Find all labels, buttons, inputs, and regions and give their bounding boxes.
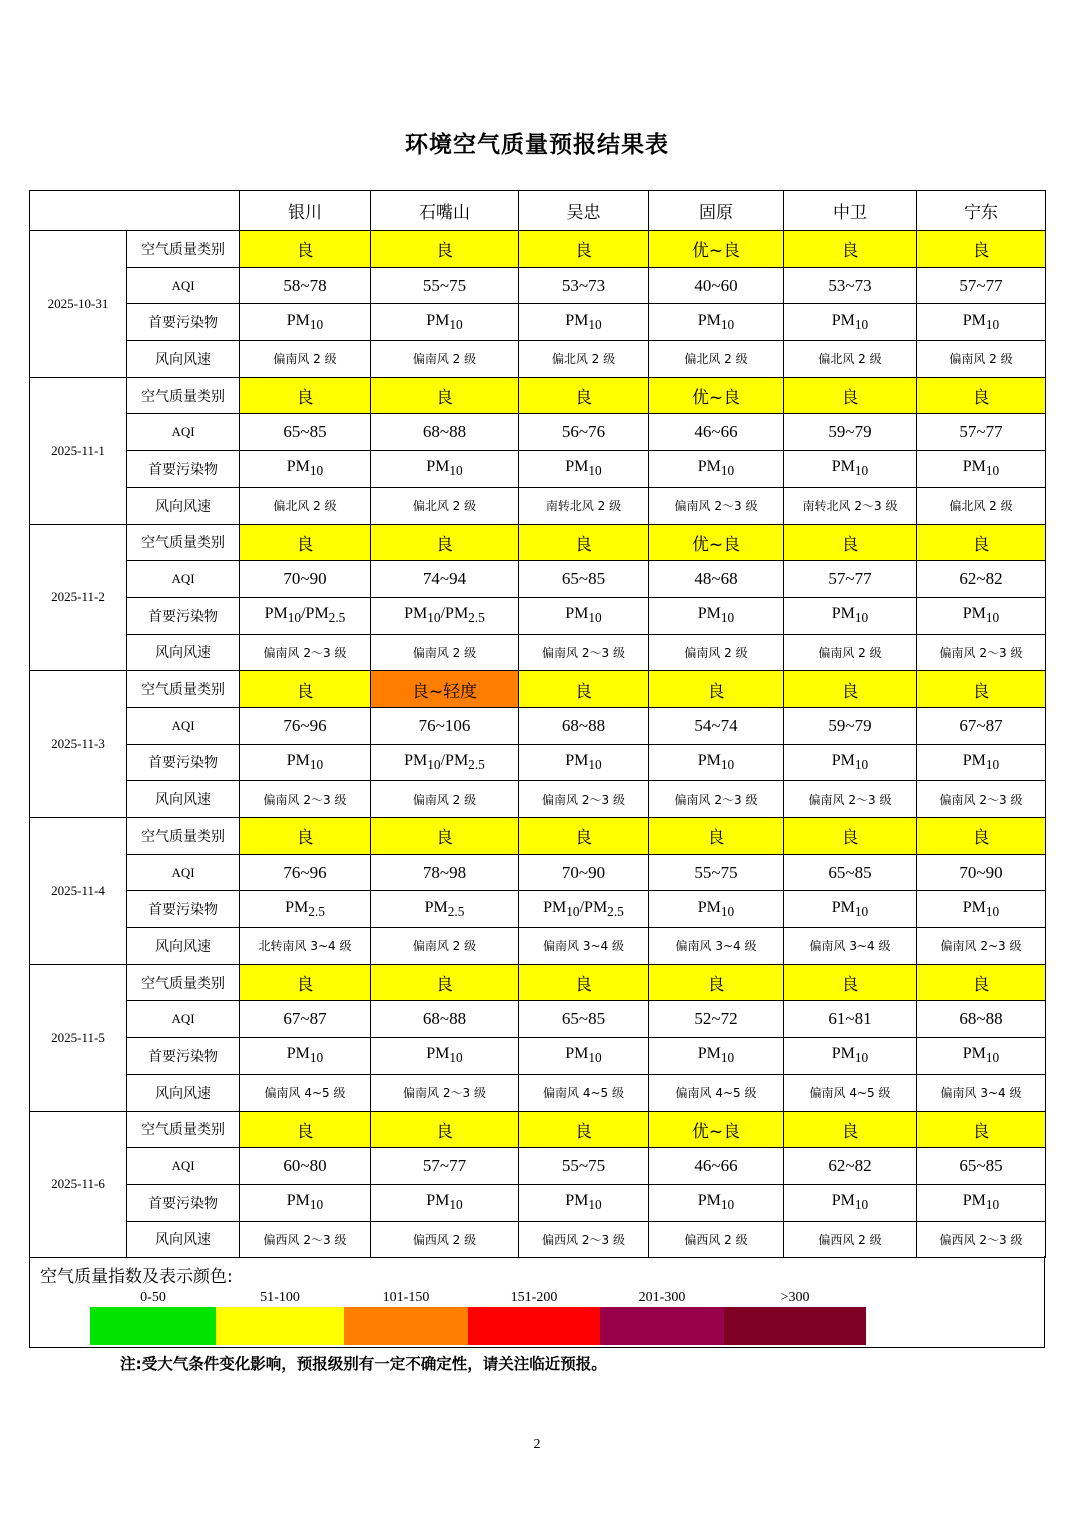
row-aqi [30, 267, 1046, 304]
row-label-wind: 风向风速 [127, 1074, 240, 1111]
pollutant-cell: $PM_{10}$ [917, 597, 1046, 634]
category-cell: 良 [519, 377, 649, 414]
pollutant-cell: $PM_{10}/PM_{2.5}$ [240, 597, 371, 634]
aqi-cell: 68~88 [371, 414, 519, 451]
wind-cell: 南转北风 2 级 [519, 487, 649, 524]
wind-cell: 偏西风 2 级 [371, 1221, 519, 1258]
row-label-aqi: AQI [127, 1148, 240, 1185]
legend-range-label: 101-150 [382, 1290, 430, 1305]
row-category [30, 964, 1046, 1001]
category-cell: 良 [240, 524, 371, 561]
pollutant-cell: $PM_{10}$ [649, 304, 784, 341]
aqi-cell: 54~74 [649, 707, 784, 744]
header-corner [30, 191, 240, 231]
pollutant-cell: $PM_{10}$ [240, 744, 371, 781]
row-label-pollutant: 首要污染物 [127, 1184, 240, 1221]
wind-cell: 偏北风 2 级 [240, 487, 371, 524]
category-cell: 良 [240, 231, 371, 268]
row-label-category: 空气质量类别 [127, 671, 240, 708]
aqi-cell: 56~76 [519, 414, 649, 451]
row-label-pollutant: 首要污染物 [127, 304, 240, 341]
wind-cell: 偏西风 2～3 级 [917, 1221, 1046, 1258]
pollutant-cell: $PM_{10}$ [371, 1038, 519, 1075]
legend-color-swatch [468, 1307, 600, 1345]
legend-color-swatch [600, 1307, 724, 1345]
category-cell: 良 [371, 964, 519, 1001]
category-cell: 良 [784, 671, 917, 708]
pollutant-cell: $PM_{10}$ [649, 891, 784, 928]
category-cell: 良 [784, 964, 917, 1001]
wind-cell: 偏西风 2 级 [784, 1221, 917, 1258]
aqi-cell: 68~88 [917, 1001, 1046, 1038]
legend-range-label: 0-50 [140, 1290, 166, 1305]
category-cell: 良 [917, 231, 1046, 268]
wind-cell: 偏南风 2~3 级 [917, 928, 1046, 965]
row-wind [30, 1074, 1046, 1111]
row-pollutant [30, 1038, 1046, 1075]
aqi-color-legend [29, 1256, 1045, 1348]
wind-cell: 偏南风 2～3 级 [917, 634, 1046, 671]
row-label-wind: 风向风速 [127, 781, 240, 818]
category-cell: 优~良 [649, 1111, 784, 1148]
row-label-category: 空气质量类别 [127, 818, 240, 855]
row-category [30, 1111, 1046, 1148]
aqi-cell: 65~85 [519, 1001, 649, 1038]
wind-cell: 偏南风 3~4 级 [519, 928, 649, 965]
category-cell: 良 [240, 377, 371, 414]
row-label-category: 空气质量类别 [127, 1111, 240, 1148]
row-label-aqi: AQI [127, 707, 240, 744]
pollutant-cell: $PM_{2.5}$ [371, 891, 519, 928]
category-cell: 良 [917, 377, 1046, 414]
aqi-cell: 74~94 [371, 561, 519, 598]
wind-cell: 偏北风 2 级 [649, 341, 784, 378]
pollutant-cell: $PM_{2.5}$ [240, 891, 371, 928]
city-header: 石嘴山 [371, 191, 519, 231]
category-cell: 良 [784, 1111, 917, 1148]
pollutant-cell: $PM_{10}$ [784, 744, 917, 781]
wind-cell: 偏南风 2 级 [371, 634, 519, 671]
aqi-cell: 53~73 [519, 267, 649, 304]
wind-cell: 偏南风 3~4 级 [649, 928, 784, 965]
category-cell: 良 [371, 818, 519, 855]
aqi-cell: 70~90 [240, 561, 371, 598]
forecast-date: 2025-11-2 [30, 524, 127, 671]
pollutant-cell: $PM_{10}$ [649, 597, 784, 634]
pollutant-cell: $PM_{10}$ [917, 304, 1046, 341]
city-header: 宁东 [917, 191, 1046, 231]
wind-cell: 偏南风 2 级 [917, 341, 1046, 378]
row-label-aqi: AQI [127, 854, 240, 891]
wind-cell: 偏北风 2 级 [917, 487, 1046, 524]
row-aqi [30, 414, 1046, 451]
row-aqi [30, 1148, 1046, 1185]
aqi-cell: 55~75 [519, 1148, 649, 1185]
wind-cell: 偏南风 2～3 级 [784, 781, 917, 818]
row-wind [30, 634, 1046, 671]
pollutant-cell: $PM_{10}$ [240, 1184, 371, 1221]
aqi-cell: 78~98 [371, 854, 519, 891]
aqi-cell: 53~73 [784, 267, 917, 304]
wind-cell: 偏南风 2～3 级 [240, 634, 371, 671]
aqi-cell: 48~68 [649, 561, 784, 598]
row-pollutant [30, 304, 1046, 341]
aqi-cell: 70~90 [519, 854, 649, 891]
page-title: 环境空气质量预报结果表 [405, 132, 669, 158]
category-cell: 良 [917, 964, 1046, 1001]
aqi-cell: 40~60 [649, 267, 784, 304]
category-cell: 良 [371, 231, 519, 268]
row-wind [30, 781, 1046, 818]
category-cell: 良 [917, 818, 1046, 855]
category-cell: 良 [784, 377, 917, 414]
row-label-aqi: AQI [127, 267, 240, 304]
row-label-pollutant: 首要污染物 [127, 744, 240, 781]
pollutant-cell: $PM_{10}$ [649, 451, 784, 488]
row-label-pollutant: 首要污染物 [127, 1038, 240, 1075]
row-aqi [30, 561, 1046, 598]
row-pollutant [30, 451, 1046, 488]
forecast-date: 2025-11-3 [30, 671, 127, 818]
pollutant-cell: $PM_{10}$ [519, 304, 649, 341]
forecast-table [29, 190, 1046, 1258]
row-pollutant [30, 1184, 1046, 1221]
pollutant-cell: $PM_{10}$ [519, 1184, 649, 1221]
row-wind [30, 487, 1046, 524]
wind-cell: 偏南风 2 级 [784, 634, 917, 671]
aqi-cell: 61~81 [784, 1001, 917, 1038]
row-label-wind: 风向风速 [127, 341, 240, 378]
forecast-date: 2025-11-6 [30, 1111, 127, 1258]
aqi-cell: 57~77 [371, 1148, 519, 1185]
pollutant-cell: $PM_{10}$ [784, 1038, 917, 1075]
pollutant-cell: $PM_{10}$ [649, 1038, 784, 1075]
legend-color-swatch [344, 1307, 468, 1345]
wind-cell: 南转北风 2～3 级 [784, 487, 917, 524]
category-cell: 良 [917, 671, 1046, 708]
aqi-cell: 65~85 [240, 414, 371, 451]
wind-cell: 偏南风 2 级 [649, 634, 784, 671]
aqi-cell: 68~88 [371, 1001, 519, 1038]
aqi-cell: 57~77 [784, 561, 917, 598]
row-label-category: 空气质量类别 [127, 524, 240, 561]
aqi-cell: 57~77 [917, 267, 1046, 304]
row-label-pollutant: 首要污染物 [127, 451, 240, 488]
row-category [30, 524, 1046, 561]
row-category [30, 818, 1046, 855]
pollutant-cell: $PM_{10}/PM_{2.5}$ [371, 744, 519, 781]
pollutant-cell: $PM_{10}$ [917, 744, 1046, 781]
wind-cell: 偏南风 2～3 级 [240, 781, 371, 818]
city-header: 固原 [649, 191, 784, 231]
row-label-category: 空气质量类别 [127, 377, 240, 414]
row-label-wind: 风向风速 [127, 487, 240, 524]
aqi-cell: 65~85 [917, 1148, 1046, 1185]
row-pollutant [30, 891, 1046, 928]
aqi-cell: 52~72 [649, 1001, 784, 1038]
category-cell: 良 [784, 524, 917, 561]
row-aqi [30, 707, 1046, 744]
row-aqi [30, 1001, 1046, 1038]
pollutant-cell: $PM_{10}$ [240, 1038, 371, 1075]
aqi-cell: 46~66 [649, 414, 784, 451]
category-cell: 良 [649, 964, 784, 1001]
header-row [30, 191, 1046, 231]
pollutant-cell: $PM_{10}$ [917, 891, 1046, 928]
pollutant-cell: $PM_{10}$ [519, 451, 649, 488]
aqi-cell: 59~79 [784, 414, 917, 451]
wind-cell: 偏南风 4~5 级 [519, 1074, 649, 1111]
pollutant-cell: $PM_{10}$ [649, 744, 784, 781]
wind-cell: 偏北风 2 级 [371, 487, 519, 524]
wind-cell: 偏西风 2 级 [649, 1221, 784, 1258]
aqi-cell: 67~87 [917, 707, 1046, 744]
category-cell: 良 [371, 524, 519, 561]
category-cell: 良 [240, 818, 371, 855]
wind-cell: 偏南风 2～3 级 [649, 487, 784, 524]
category-cell: 良 [649, 818, 784, 855]
legend-range-label: 151-200 [510, 1290, 558, 1305]
forecast-date: 2025-11-1 [30, 377, 127, 524]
wind-cell: 偏南风 2～3 级 [519, 781, 649, 818]
category-cell: 良 [784, 818, 917, 855]
category-cell: 良 [371, 1111, 519, 1148]
wind-cell: 偏南风 2～3 级 [917, 781, 1046, 818]
wind-cell: 偏南风 2 级 [371, 341, 519, 378]
pollutant-cell: $PM_{10}$ [240, 304, 371, 341]
pollutant-cell: $PM_{10}$ [917, 451, 1046, 488]
page-number: 2 [533, 1437, 541, 1452]
aqi-cell: 46~66 [649, 1148, 784, 1185]
pollutant-cell: $PM_{10}$ [917, 1184, 1046, 1221]
category-cell: 良 [240, 671, 371, 708]
aqi-cell: 76~106 [371, 707, 519, 744]
wind-cell: 偏南风 4~5 级 [784, 1074, 917, 1111]
legend-color-swatch [724, 1307, 866, 1345]
aqi-cell: 70~90 [917, 854, 1046, 891]
aqi-cell: 57~77 [917, 414, 1046, 451]
row-category [30, 671, 1046, 708]
pollutant-cell: $PM_{10}$ [371, 304, 519, 341]
pollutant-cell: $PM_{10}$ [519, 597, 649, 634]
category-cell: 良 [519, 964, 649, 1001]
row-aqi [30, 854, 1046, 891]
category-cell: 良 [917, 1111, 1046, 1148]
legend-color-swatch [216, 1307, 344, 1345]
row-label-pollutant: 首要污染物 [127, 891, 240, 928]
pollutant-cell: $PM_{10}$ [784, 597, 917, 634]
wind-cell: 偏南风 2～3 级 [371, 1074, 519, 1111]
pollutant-cell: $PM_{10}$ [371, 451, 519, 488]
wind-cell: 偏西风 2～3 级 [519, 1221, 649, 1258]
wind-cell: 偏南风 4~5 级 [240, 1074, 371, 1111]
pollutant-cell: $PM_{10}$ [784, 891, 917, 928]
wind-cell: 偏南风 3~4 级 [784, 928, 917, 965]
wind-cell: 偏南风 2 级 [371, 781, 519, 818]
forecast-date: 2025-11-5 [30, 964, 127, 1111]
legend-color-swatch [90, 1307, 216, 1345]
pollutant-cell: $PM_{10}$ [784, 1184, 917, 1221]
wind-cell: 偏北风 2 级 [784, 341, 917, 378]
wind-cell: 偏南风 2 级 [240, 341, 371, 378]
category-cell: 良 [519, 818, 649, 855]
legend-range-label: 51-100 [260, 1290, 300, 1305]
category-cell: 优~良 [649, 231, 784, 268]
pollutant-cell: $PM_{10}/PM_{2.5}$ [371, 597, 519, 634]
forecast-date: 2025-10-31 [30, 231, 127, 378]
city-header: 中卫 [784, 191, 917, 231]
aqi-cell: 76~96 [240, 854, 371, 891]
wind-cell: 偏西风 2～3 级 [240, 1221, 371, 1258]
wind-cell: 偏南风 2～3 级 [519, 634, 649, 671]
aqi-cell: 58~78 [240, 267, 371, 304]
row-label-aqi: AQI [127, 1001, 240, 1038]
category-cell: 良~轻度 [371, 671, 519, 708]
aqi-cell: 76~96 [240, 707, 371, 744]
pollutant-cell: $PM_{10}$ [371, 1184, 519, 1221]
row-pollutant [30, 597, 1046, 634]
row-wind [30, 928, 1046, 965]
wind-cell: 偏北风 2 级 [519, 341, 649, 378]
aqi-cell: 62~82 [784, 1148, 917, 1185]
category-cell: 优~良 [649, 524, 784, 561]
category-cell: 良 [519, 1111, 649, 1148]
category-cell: 良 [917, 524, 1046, 561]
row-label-category: 空气质量类别 [127, 964, 240, 1001]
row-label-pollutant: 首要污染物 [127, 597, 240, 634]
category-cell: 优~良 [649, 377, 784, 414]
row-label-wind: 风向风速 [127, 634, 240, 671]
forecast-date: 2025-11-4 [30, 818, 127, 965]
category-cell: 良 [371, 377, 519, 414]
city-header: 银川 [240, 191, 371, 231]
pollutant-cell: $PM_{10}$ [784, 304, 917, 341]
category-cell: 良 [519, 524, 649, 561]
row-label-wind: 风向风速 [127, 928, 240, 965]
category-cell: 良 [784, 231, 917, 268]
category-cell: 良 [649, 671, 784, 708]
row-label-category: 空气质量类别 [127, 231, 240, 268]
pollutant-cell: $PM_{10}$ [519, 1038, 649, 1075]
aqi-cell: 65~85 [784, 854, 917, 891]
legend-range-label: 201-300 [638, 1290, 686, 1305]
aqi-cell: 55~75 [371, 267, 519, 304]
wind-cell: 偏南风 2～3 级 [649, 781, 784, 818]
wind-cell: 偏南风 2 级 [371, 928, 519, 965]
city-header: 吴忠 [519, 191, 649, 231]
wind-cell: 偏南风 4~5 级 [649, 1074, 784, 1111]
row-category [30, 377, 1046, 414]
pollutant-cell: $PM_{10}$ [649, 1184, 784, 1221]
aqi-cell: 55~75 [649, 854, 784, 891]
aqi-cell: 65~85 [519, 561, 649, 598]
legend-title: 空气质量指数及表示颜色: [40, 1267, 233, 1287]
wind-cell: 北转南风 3~4 级 [240, 928, 371, 965]
row-label-aqi: AQI [127, 414, 240, 451]
row-pollutant [30, 744, 1046, 781]
aqi-cell: 67~87 [240, 1001, 371, 1038]
aqi-cell: 59~79 [784, 707, 917, 744]
legend-range-label: >300 [780, 1290, 810, 1305]
row-label-wind: 风向风速 [127, 1221, 240, 1258]
pollutant-cell: $PM_{10}$ [240, 451, 371, 488]
pollutant-cell: $PM_{10}/PM_{2.5}$ [519, 891, 649, 928]
row-category [30, 231, 1046, 268]
row-label-aqi: AQI [127, 561, 240, 598]
pollutant-cell: $PM_{10}$ [519, 744, 649, 781]
category-cell: 良 [240, 964, 371, 1001]
category-cell: 良 [240, 1111, 371, 1148]
aqi-cell: 68~88 [519, 707, 649, 744]
category-cell: 良 [519, 231, 649, 268]
aqi-cell: 60~80 [240, 1148, 371, 1185]
row-wind [30, 341, 1046, 378]
category-cell: 良 [519, 671, 649, 708]
row-wind [30, 1221, 1046, 1258]
aqi-cell: 62~82 [917, 561, 1046, 598]
forecast-note: 注:受大气条件变化影响，预报级别有一定不确定性，请关注临近预报。 [120, 1355, 607, 1373]
pollutant-cell: $PM_{10}$ [917, 1038, 1046, 1075]
pollutant-cell: $PM_{10}$ [784, 451, 917, 488]
wind-cell: 偏南风 3~4 级 [917, 1074, 1046, 1111]
